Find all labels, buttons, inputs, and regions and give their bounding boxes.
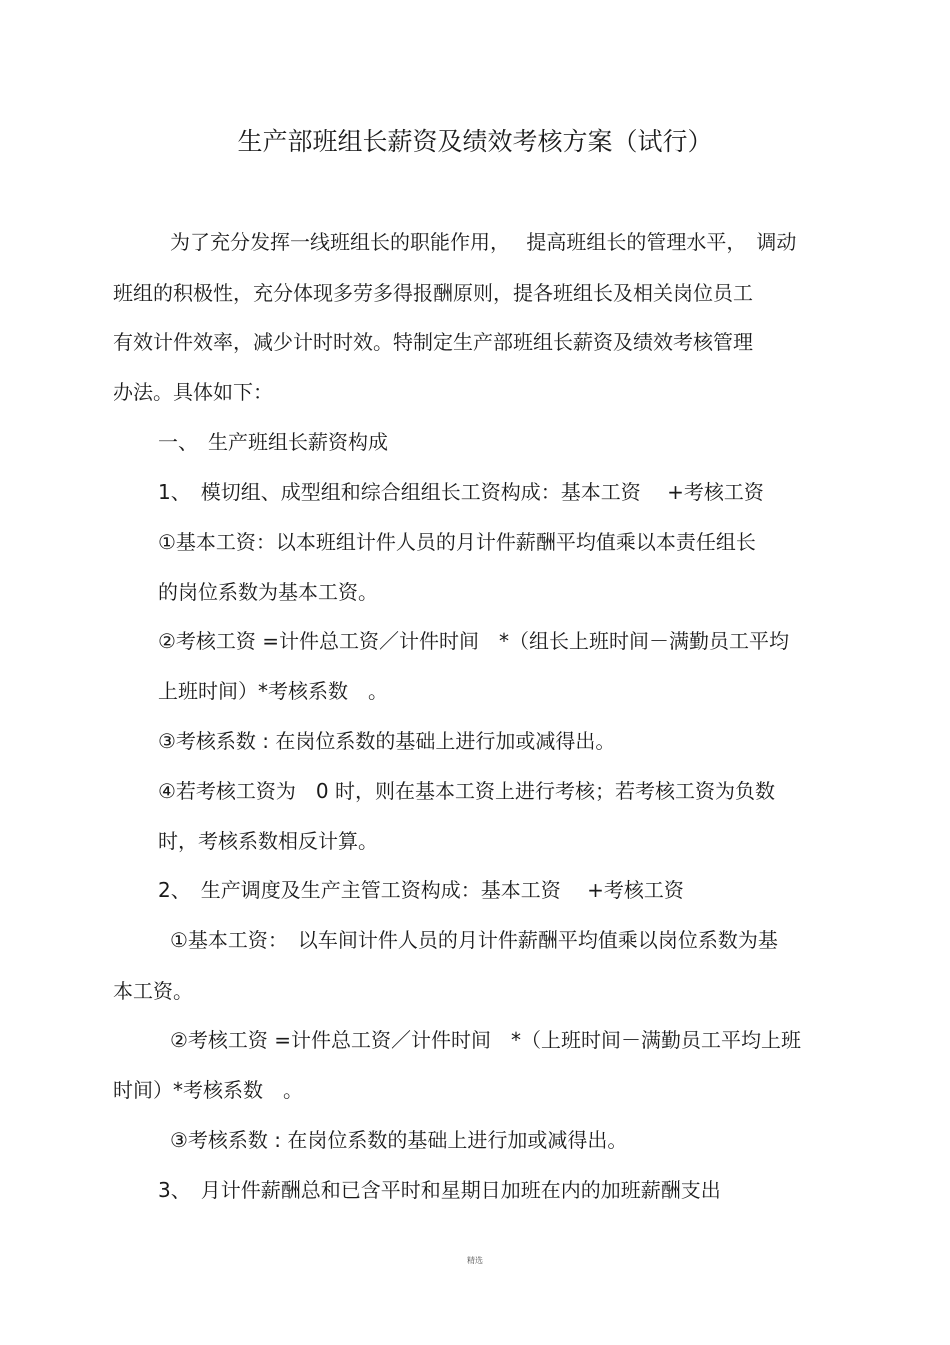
paragraph-line: 本工资。 [113,979,193,1003]
page-footer: 精选 [467,1256,483,1265]
paragraph-line: ②考核工资 =计件总工资／计件时间 *（上班时间－满勤员工平均上班 [170,1028,802,1052]
paragraph-line: 的岗位系数为基本工资。 [158,580,378,604]
section-heading: 一、 生产班组长薪资构成 [158,430,388,454]
paragraph-line: 为了充分发挥一线班组长的职能作用， 提高班组长的管理水平， 调动 [170,230,797,254]
paragraph-line: ④若考核工资为 0 时，则在基本工资上进行考核；若考核工资为负数 [158,779,776,803]
subsection-heading: 1、 模切组、成型组和综合组组长工资构成：基本工资 +考核工资 [158,480,764,504]
paragraph-line: 办法。具体如下： [113,380,273,404]
paragraph-line: 时间）*考核系数 。 [113,1078,303,1102]
paragraph-line: ③考核系数 : 在岗位系数的基础上进行加或减得出。 [170,1128,628,1152]
paragraph-line: 上班时间）*考核系数 。 [158,679,388,703]
paragraph-line: 班组的积极性，充分体现多劳多得报酬原则，提各班组长及相关岗位员工 [113,281,753,305]
paragraph-line: ②考核工资 =计件总工资／计件时间 *（组长上班时间－满勤员工平均 [158,629,790,653]
paragraph-line: 有效计件效率，减少计时时效。特制定生产部班组长薪资及绩效考核管理 [113,330,753,354]
document-title: 生产部班组长薪资及绩效考核方案（试行） [237,127,713,156]
paragraph-line: ③考核系数 : 在岗位系数的基础上进行加或减得出。 [158,729,616,753]
subsection-heading: 2、 生产调度及生产主管工资构成：基本工资 +考核工资 [158,878,684,902]
subsection-heading: 3、 月计件薪酬总和已含平时和星期日加班在内的加班薪酬支出 [158,1178,721,1202]
paragraph-line: 时，考核系数相反计算。 [158,829,378,853]
paragraph-line: ①基本工资： 以车间计件人员的月计件薪酬平均值乘以岗位系数为基 [170,928,778,952]
paragraph-line: ①基本工资：以本班组计件人员的月计件薪酬平均值乘以本责任组长 [158,530,756,554]
